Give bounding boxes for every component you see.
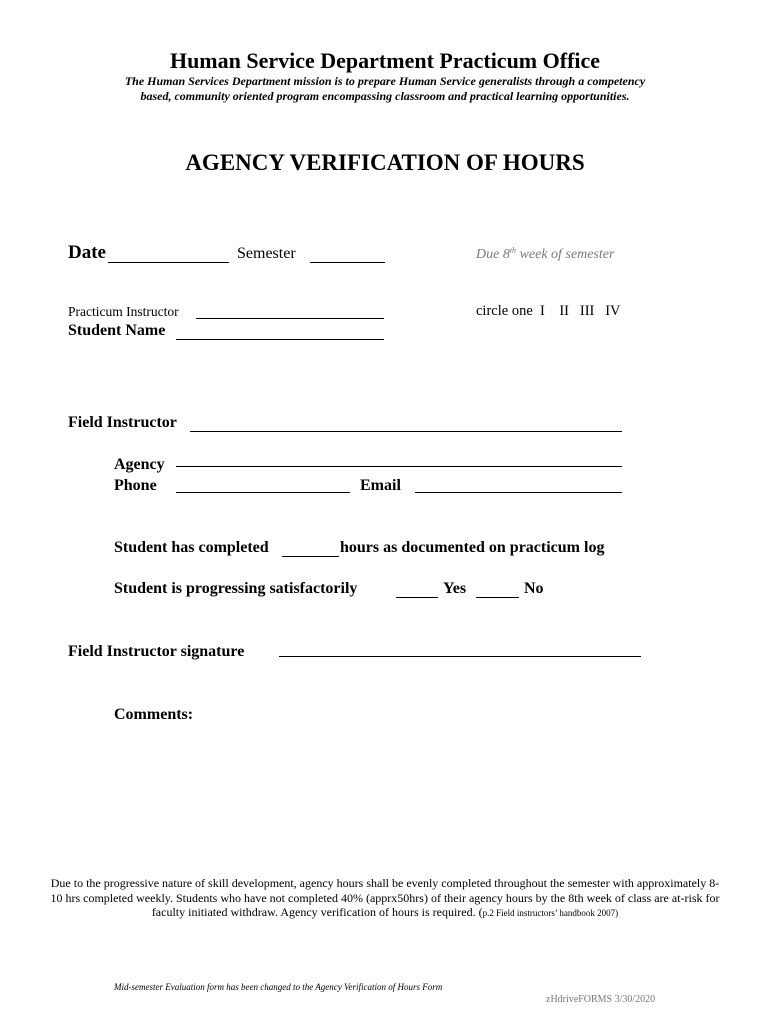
agency-field[interactable]: [176, 466, 622, 467]
practicum-instructor-label: Practicum Instructor: [68, 304, 179, 319]
student-name-label: Student Name: [68, 322, 166, 339]
field-instructor-label: Field Instructor: [68, 414, 177, 431]
semester-label: Semester: [237, 245, 296, 262]
student-name-field[interactable]: [176, 339, 384, 340]
signature-label: Field Instructor signature: [68, 643, 245, 660]
comments-label: Comments:: [114, 706, 194, 723]
date-field[interactable]: [108, 262, 229, 263]
yes-field[interactable]: [396, 597, 438, 598]
hours-completed-field[interactable]: [282, 556, 339, 557]
mission-statement: The Human Services Department mission is to prepare Human Service generalists through a competency based, community oriented program encompassing classroom and practical learning opportunities.: [124, 74, 646, 103]
progressing-label: Student is progressing satisfactorily: [114, 580, 358, 597]
phone-field[interactable]: [176, 492, 350, 493]
email-label: Email: [360, 477, 401, 494]
policy-paragraph: Due to the progressive nature of skill development, agency hours shall be evenly completed throughout the semester with approximately 8-10 hrs completed weekly. Students who have not completed 40% (apprx50hrs) of their agency hours by the 8th week of class are at-risk for faculty initiated withdraw. Agency verification of hours is required. (p.2 Field instructors’ handbook 2007): [50, 876, 720, 919]
document-id: zHdriveFORMS 3/30/2020: [546, 994, 656, 1005]
email-field[interactable]: [415, 492, 622, 493]
no-field[interactable]: [476, 597, 519, 598]
practicum-instructor-field[interactable]: [196, 318, 384, 319]
agency-label: Agency: [114, 456, 165, 473]
no-label: No: [524, 580, 544, 597]
form-change-note: Mid-semester Evaluation form has been changed to the Agency Verification of Hours Form: [114, 982, 443, 992]
due-note: Due 8th week of semester: [476, 246, 615, 262]
yes-label: Yes: [443, 580, 467, 597]
signature-field[interactable]: [279, 656, 641, 657]
form-title: AGENCY VERIFICATION OF HOURS: [185, 150, 585, 175]
hours-completed-suffix: hours as documented on practicum log: [340, 539, 605, 556]
hours-completed-prefix: Student has completed: [114, 539, 269, 556]
page-title: Human Service Department Practicum Office: [169, 48, 601, 73]
semester-circle-options[interactable]: circle one I II III IV: [476, 303, 621, 319]
field-instructor-field[interactable]: [190, 431, 622, 432]
semester-field[interactable]: [310, 262, 385, 263]
date-label: Date: [68, 242, 106, 263]
phone-label: Phone: [114, 477, 157, 494]
